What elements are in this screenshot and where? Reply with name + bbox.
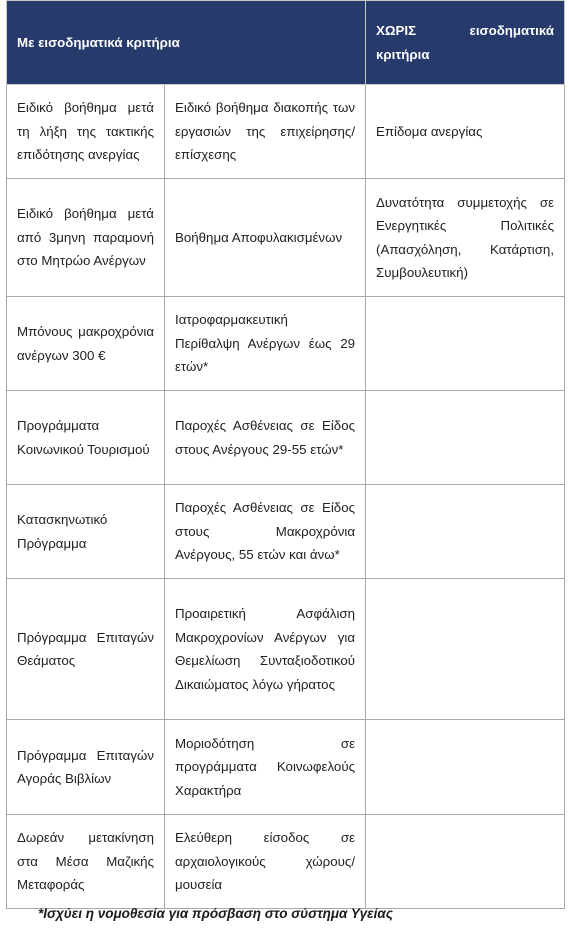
table-cell: Δυνατότητα συμμετοχής σε Ενεργητικές Πολιτικές (Απασχόληση, Κατάρτιση, Συμβουλευτική) [366, 179, 565, 297]
table-row [7, 297, 565, 391]
table-cell: Ειδικό βοήθημα μετά τη λήξη της τακτικής επιδότησης ανεργίας [7, 85, 165, 179]
table-row [7, 85, 565, 179]
table-cell: Μπόνους μακροχρόνια ανέργων 300 € [7, 297, 165, 391]
table-row [7, 579, 565, 720]
table-cell: Πρόγραμμα Επιταγών Αγοράς Βιβλίων [7, 720, 165, 815]
table-cell: Ιατροφαρμακευτική Περίθαλψη Ανέργων έως 29 ετών* [165, 297, 366, 391]
table-cell: Μοριοδότηση σε προγράμματα Κοινωφελούς Χαρακτήρα [165, 720, 366, 815]
table-cell: Δωρεάν μετακίνηση στα Μέσα Μαζικής Μεταφοράς [7, 815, 165, 909]
table-cell [366, 815, 565, 909]
table-header-row [7, 1, 565, 85]
table-row [7, 485, 565, 579]
header-without-criteria: ΧΩΡΙΣ εισοδηματικά κριτήρια [366, 1, 565, 85]
table-cell: Παροχές Ασθένειας σε Είδος στους Ανέργους 29-55 ετών* [165, 391, 366, 485]
table-cell: Παροχές Ασθένειας σε Είδος στους Μακροχρόνια Ανέργους, 55 ετών και άνω* [165, 485, 366, 579]
table-cell: Βοήθημα Αποφυλακισμένων [165, 179, 366, 297]
table-row [7, 391, 565, 485]
table-cell: Ειδικό βοήθημα μετά από 3μηνη παραμονή στο Μητρώο Ανέργων [7, 179, 165, 297]
table-cell: Επίδομα ανεργίας [366, 85, 565, 179]
table-cell: Ειδικό βοήθημα διακοπής των εργασιών της επιχείρησης/επίσχεσης [165, 85, 366, 179]
benefits-table [6, 0, 565, 909]
table-cell: Προαιρετική Ασφάλιση Μακροχρονίων Ανέργων για Θεμελίωση Συνταξιοδοτικού Δικαιώματος λόγω γήρατος [165, 579, 366, 720]
table-cell [366, 720, 565, 815]
table-cell: Κατασκηνωτικό Πρόγραμμα [7, 485, 165, 579]
table-cell [366, 579, 565, 720]
table-cell [366, 297, 565, 391]
table-row [7, 720, 565, 815]
table-row [7, 179, 565, 297]
footnote: *Ισχύει η νομοθεσία για πρόσβαση στο σύστημα Υγείας [38, 906, 393, 921]
table-cell: Προγράμματα Κοινωνικού Τουρισμού [7, 391, 165, 485]
header-with-criteria: Με εισοδηματικά κριτήρια [7, 1, 366, 85]
table-cell [366, 391, 565, 485]
table-cell [366, 485, 565, 579]
table-cell: Πρόγραμμα Επιταγών Θεάματος [7, 579, 165, 720]
table-cell: Ελεύθερη είσοδος σε αρχαιολογικούς χώρους/ μουσεία [165, 815, 366, 909]
table-row [7, 815, 565, 909]
